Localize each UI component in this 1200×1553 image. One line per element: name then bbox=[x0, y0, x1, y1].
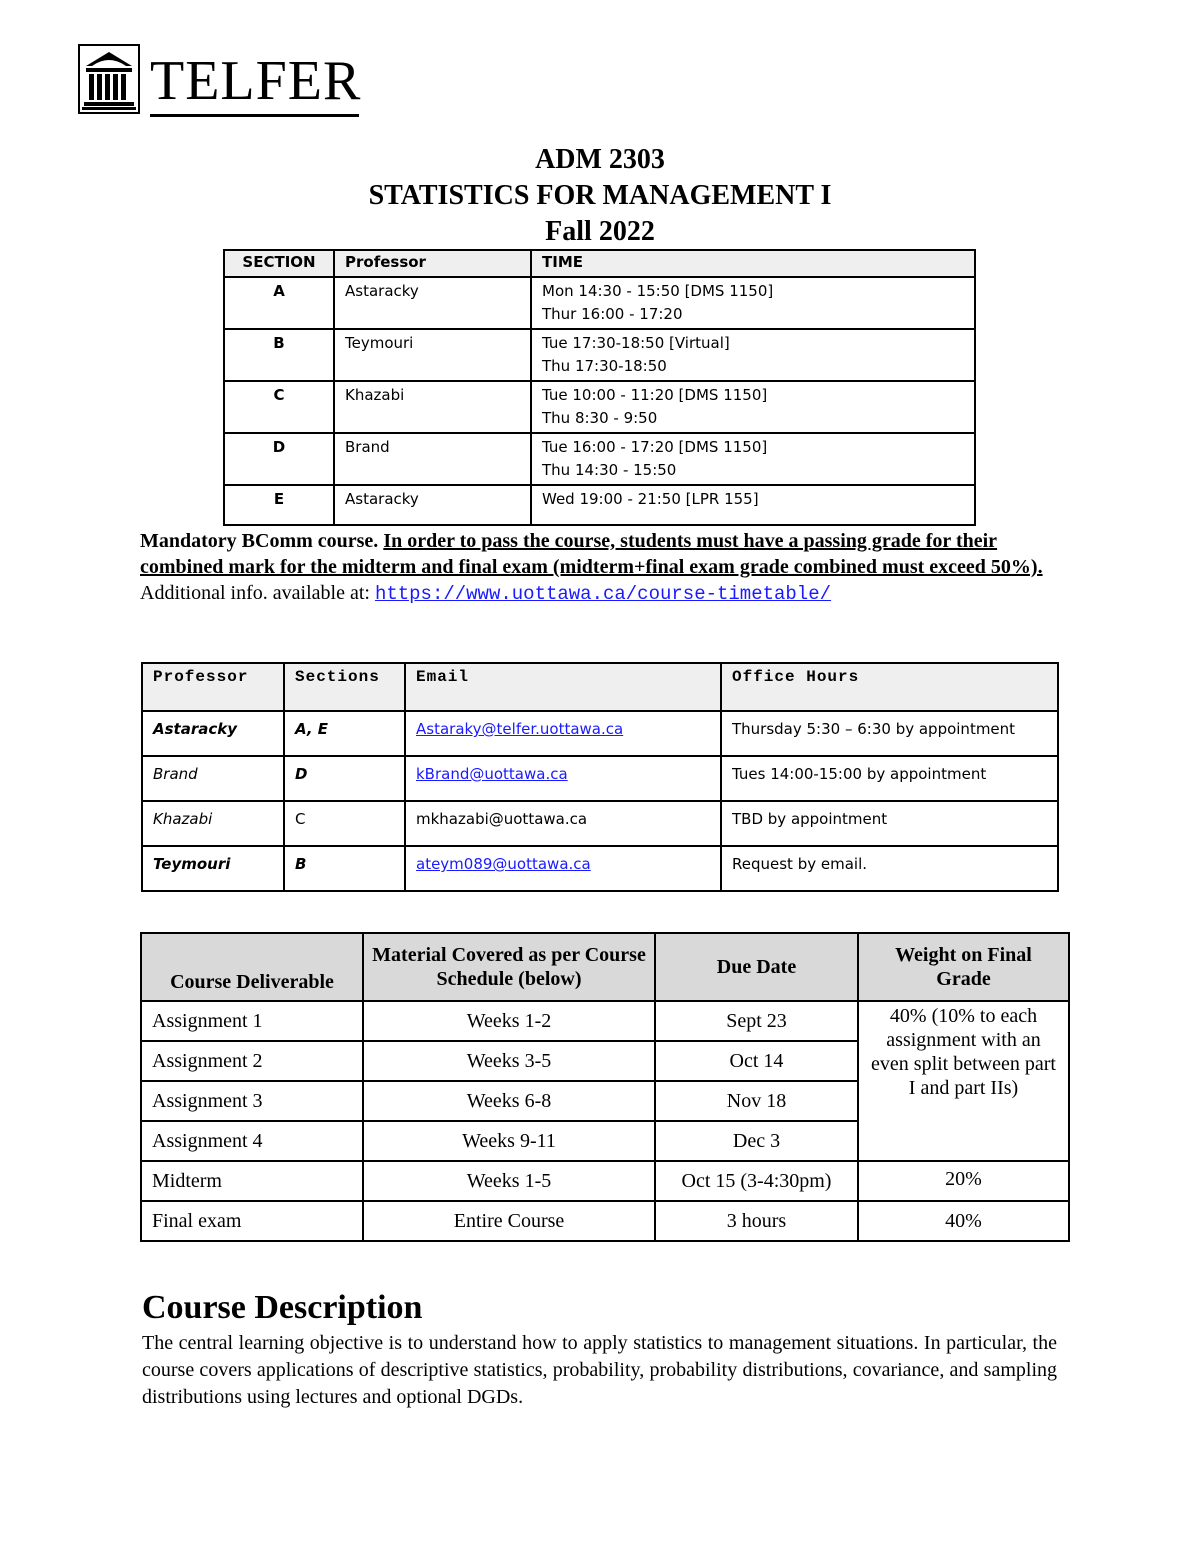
deliverable-name: Midterm bbox=[141, 1161, 363, 1201]
due-date: Nov 18 bbox=[655, 1081, 858, 1121]
time-line: Tue 17:30-18:50 [Virtual] bbox=[542, 334, 730, 352]
column-header: Weight on Final Grade bbox=[858, 933, 1069, 1001]
due-date: Oct 14 bbox=[655, 1041, 858, 1081]
table-row bbox=[224, 381, 975, 433]
section-cell: C bbox=[224, 381, 334, 433]
email-cell bbox=[405, 756, 721, 801]
column-header: SECTION bbox=[224, 250, 334, 277]
column-header: Sections bbox=[284, 663, 405, 711]
logo-wordmark: TELFER bbox=[150, 50, 362, 112]
professor-cell: Brand bbox=[334, 433, 531, 485]
email-cell: mkhazabi@uottawa.ca bbox=[405, 801, 721, 846]
table-row bbox=[142, 711, 1058, 756]
table-row bbox=[142, 756, 1058, 801]
office-hours: Thursday 5:30 – 6:30 by appointment bbox=[721, 711, 1058, 756]
table-row bbox=[142, 801, 1058, 846]
time-line: Thur 16:00 - 17:20 bbox=[542, 305, 683, 323]
table-row bbox=[224, 485, 975, 525]
deliverables-table bbox=[140, 932, 1070, 1242]
professors-table-header bbox=[142, 663, 1058, 711]
telfer-logo bbox=[78, 44, 361, 114]
assignments-weight: 40% (10% to each assignment with an even split between part I and part IIs) bbox=[858, 1001, 1069, 1161]
time-cell bbox=[531, 381, 975, 433]
due-date: Dec 3 bbox=[655, 1121, 858, 1161]
email-link[interactable]: kBrand@uottawa.ca bbox=[416, 765, 568, 783]
time-line: Thu 17:30-18:50 bbox=[542, 357, 667, 375]
professor-sections: B bbox=[284, 846, 405, 891]
column-header: Professor bbox=[142, 663, 284, 711]
section-cell: A bbox=[224, 277, 334, 329]
professor-name: Teymouri bbox=[142, 846, 284, 891]
material-covered: Weeks 3-5 bbox=[363, 1041, 655, 1081]
deliverable-name: Assignment 3 bbox=[141, 1081, 363, 1121]
office-hours: TBD by appointment bbox=[721, 801, 1058, 846]
table-row bbox=[224, 277, 975, 329]
deliverables-table-header bbox=[141, 933, 1069, 1001]
professor-cell: Astaracky bbox=[334, 485, 531, 525]
time-cell bbox=[531, 485, 975, 525]
table-row bbox=[141, 1201, 1069, 1241]
course-description-heading: Course Description bbox=[142, 1289, 423, 1326]
deliverable-weight: 40% bbox=[858, 1201, 1069, 1241]
time-line: Thu 14:30 - 15:50 bbox=[542, 461, 677, 479]
professor-cell: Teymouri bbox=[334, 329, 531, 381]
professor-name: Astaracky bbox=[142, 711, 284, 756]
additional-info-label: Additional info. available at: bbox=[140, 582, 375, 604]
time-line: Tue 10:00 - 11:20 [DMS 1150] bbox=[542, 386, 768, 404]
timetable-link[interactable]: https://www.uottawa.ca/course-timetable/ bbox=[374, 583, 832, 605]
column-header: Course Deliverable bbox=[141, 933, 363, 1001]
deliverable-name: Assignment 2 bbox=[141, 1041, 363, 1081]
table-row bbox=[142, 846, 1058, 891]
professor-name: Khazabi bbox=[142, 801, 284, 846]
due-date: 3 hours bbox=[655, 1201, 858, 1241]
table-row bbox=[224, 433, 975, 485]
time-line: Mon 14:30 - 15:50 [DMS 1150] bbox=[542, 282, 774, 300]
section-cell: D bbox=[224, 433, 334, 485]
time-line: Wed 19:00 - 21:50 [LPR 155] bbox=[542, 490, 759, 508]
email-link[interactable]: Astaraky@telfer.uottawa.ca bbox=[416, 720, 624, 738]
course-term: Fall 2022 bbox=[545, 216, 655, 247]
mandatory-course-notice bbox=[140, 528, 1060, 607]
sections-table bbox=[223, 249, 976, 526]
column-header: Office Hours bbox=[721, 663, 1058, 711]
material-covered: Weeks 1-2 bbox=[363, 1001, 655, 1041]
material-covered: Entire Course bbox=[363, 1201, 655, 1241]
email-cell bbox=[405, 846, 721, 891]
deliverable-name: Final exam bbox=[141, 1201, 363, 1241]
email-cell bbox=[405, 711, 721, 756]
notice-lead: Mandatory BComm course. bbox=[140, 530, 384, 552]
deliverable-weight: 20% bbox=[858, 1161, 1069, 1201]
passing-requirement: In order to pass the course, students must have a passing grade for their combined mark for the midterm and final exam (midterm+final exam grade combined must exceed 50%). bbox=[140, 530, 1043, 578]
table-row bbox=[141, 1001, 1069, 1041]
professor-sections: A, E bbox=[284, 711, 405, 756]
office-hours: Tues 14:00-15:00 by appointment bbox=[721, 756, 1058, 801]
time-cell bbox=[531, 329, 975, 381]
due-date: Sept 23 bbox=[655, 1001, 858, 1041]
building-icon bbox=[78, 44, 140, 114]
sections-table-header bbox=[224, 250, 975, 277]
time-line: Tue 16:00 - 17:20 [DMS 1150] bbox=[542, 438, 768, 456]
deliverable-name: Assignment 1 bbox=[141, 1001, 363, 1041]
time-line: Thu 8:30 - 9:50 bbox=[542, 409, 658, 427]
professor-name: Brand bbox=[142, 756, 284, 801]
course-code: ADM 2303 bbox=[535, 144, 665, 175]
column-header: Email bbox=[405, 663, 721, 711]
time-cell bbox=[531, 277, 975, 329]
section-cell: B bbox=[224, 329, 334, 381]
column-header: Material Covered as per Course Schedule (below) bbox=[363, 933, 655, 1001]
material-covered: Weeks 6-8 bbox=[363, 1081, 655, 1121]
professor-cell: Khazabi bbox=[334, 381, 531, 433]
professor-cell: Astaracky bbox=[334, 277, 531, 329]
material-covered: Weeks 9-11 bbox=[363, 1121, 655, 1161]
due-date: Oct 15 (3-4:30pm) bbox=[655, 1161, 858, 1201]
time-cell bbox=[531, 433, 975, 485]
professor-sections: C bbox=[284, 801, 405, 846]
office-hours: Request by email. bbox=[721, 846, 1058, 891]
column-header: Due Date bbox=[655, 933, 858, 1001]
table-row bbox=[224, 329, 975, 381]
course-description-body: The central learning objective is to understand how to apply statistics to management situations. In particular, the course covers applications of descriptive statistics, probability, probability distributions, covariance, and sampling distributions using lectures and optional DGDs. bbox=[142, 1332, 1057, 1408]
table-row bbox=[141, 1161, 1069, 1201]
course-name: STATISTICS FOR MANAGEMENT I bbox=[368, 180, 832, 211]
column-header: TIME bbox=[531, 250, 975, 277]
column-header: Professor bbox=[334, 250, 531, 277]
additional-info bbox=[140, 580, 1060, 607]
professor-sections: D bbox=[284, 756, 405, 801]
professors-table bbox=[141, 662, 1059, 892]
email-link[interactable]: ateym089@uottawa.ca bbox=[416, 855, 591, 873]
section-cell: E bbox=[224, 485, 334, 525]
deliverable-name: Assignment 4 bbox=[141, 1121, 363, 1161]
material-covered: Weeks 1-5 bbox=[363, 1161, 655, 1201]
